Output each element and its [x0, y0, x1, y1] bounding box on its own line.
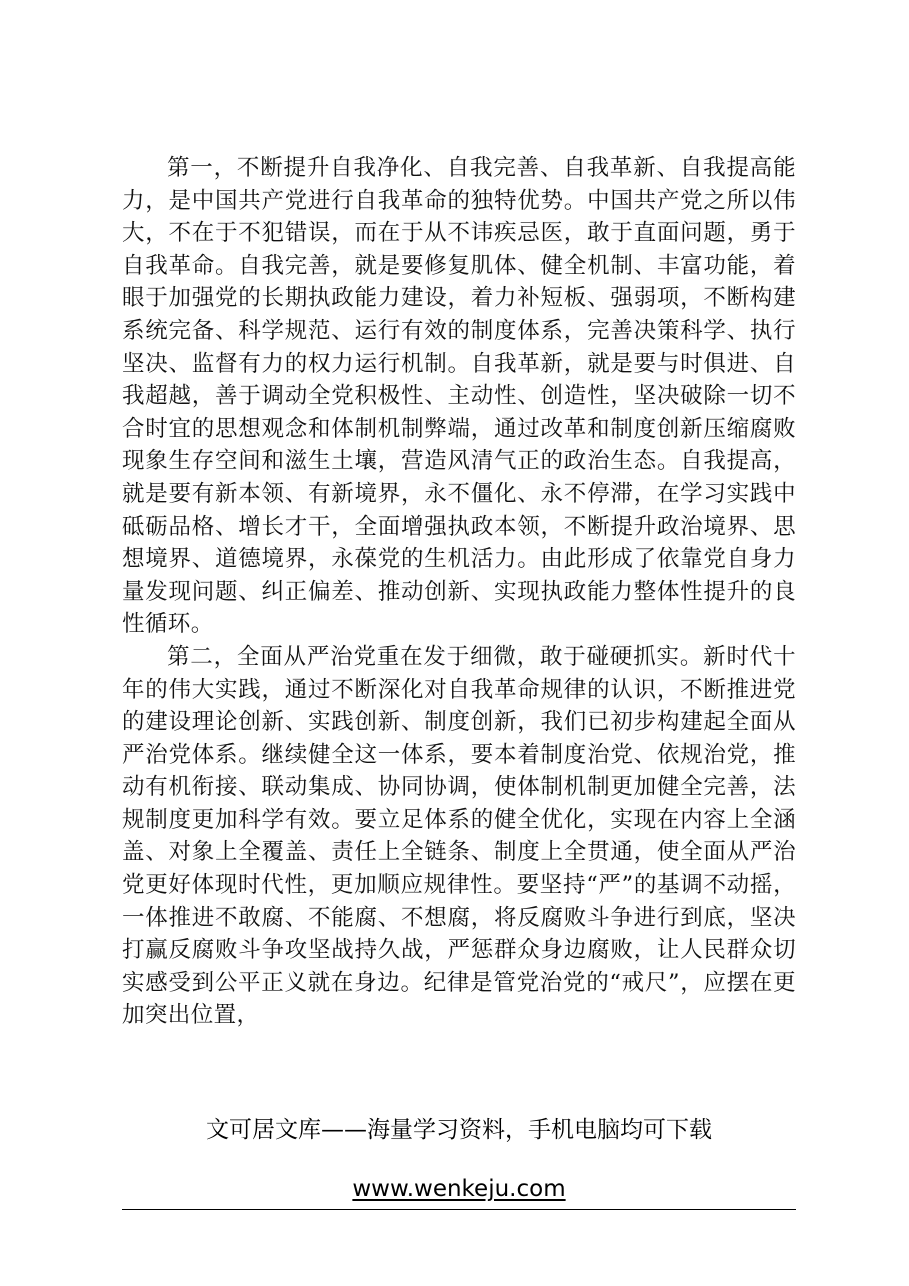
- footer-divider: [122, 1209, 796, 1210]
- footer-url-link[interactable]: www.wenkeju.com: [352, 1176, 566, 1202]
- paragraph-2: 第二，全面从严治党重在发于细微，敢于碰硬抓实。新时代十年的伟大实践，通过不断深化对自我革命规律的认识，不断推进党的建设理论创新、实践创新、制度创新，我们已初步构建起全面从严治党体系。继续健全这一体系，要本着制度治党、依规治党，推动有机衔接、联动集成、协同协调，使体制机制更加健全完善，法规制度更加科学有效。要立足体系的健全优化，实现在内容上全涵盖、对象上全覆盖、责任上全链条、制度上全贯通，使全面从严治党更好体现时代性，更加顺应规律性。要坚持“严”的基调不动摇，一体推进不敢腐、不能腐、不想腐，将反腐败斗争进行到底，坚决打赢反腐败斗争攻坚战持久战，严惩群众身边腐败，让人民群众切实感受到公平正义就在身边。纪律是管党治党的“戒尺”，应摆在更加突出位置，: [122, 643, 796, 1029]
- document-body: [122, 152, 796, 1032]
- footer-tagline: 文可居文库——海量学习资料，手机电脑均可下载: [206, 1117, 712, 1143]
- paragraph-1: 第一，不断提升自我净化、自我完善、自我革新、自我提高能力，是中国共产党进行自我革命的独特优势。中国共产党之所以伟大，不在于不犯错误，而在于从不讳疾忌医，敢于直面问题，勇于自我革命。自我完善，就是要修复肌体、健全机制、丰富功能，着眼于加强党的长期执政能力建设，着力补短板、强弱项，不断构建系统完备、科学规范、运行有效的制度体系，完善决策科学、执行坚决、监督有力的权力运行机制。自我革新，就是要与时俱进、自我超越，善于调动全党积极性、主动性、创造性，坚决破除一切不合时宜的思想观念和体制机制弊端，通过改革和制度创新压缩腐败现象生存空间和滋生土壤，营造风清气正的政治生态。自我提高，就是要有新本领、有新境界，永不僵化、永不停滞，在学习实践中砥砺品格、增长才干，全面增强执政本领，不断提升政治境界、思想境界、道德境界，永葆党的生机活力。由此形成了依靠党自身力量发现问题、纠正偏差、推动创新、实现执政能力整体性提升的良性循环。: [122, 155, 796, 638]
